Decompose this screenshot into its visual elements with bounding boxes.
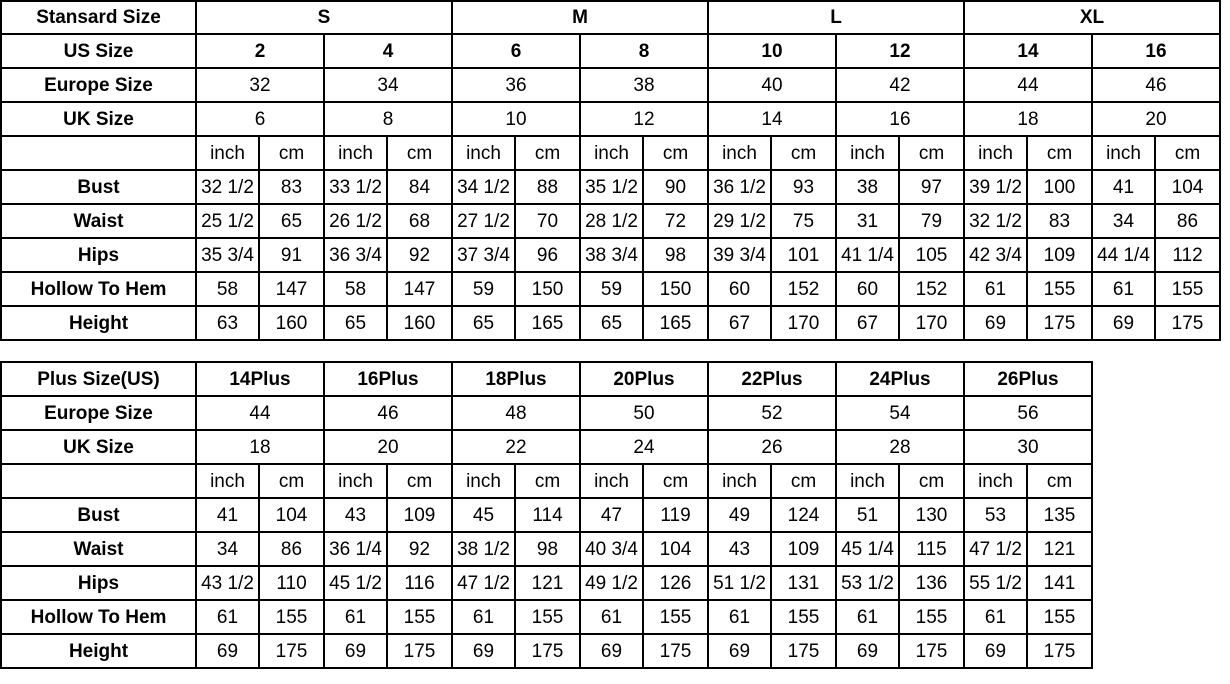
cell: 150 bbox=[515, 272, 580, 306]
cell: 175 bbox=[1155, 306, 1220, 340]
cell: 46 bbox=[324, 396, 452, 430]
cell: 36 3/4 bbox=[324, 238, 387, 272]
cell: 160 bbox=[387, 306, 452, 340]
cell: 10 bbox=[708, 34, 836, 68]
cell: 65 bbox=[259, 204, 324, 238]
row-label-hips: Hips bbox=[1, 238, 196, 272]
cell: 44 bbox=[964, 68, 1092, 102]
cell: 29 1/2 bbox=[708, 204, 771, 238]
cell: 165 bbox=[515, 306, 580, 340]
cell: 69 bbox=[580, 634, 643, 668]
cell: 61 bbox=[452, 600, 515, 634]
cell: 155 bbox=[259, 600, 324, 634]
cell: 20 bbox=[1092, 102, 1220, 136]
unit-cell: cm bbox=[899, 464, 964, 498]
cell: 12 bbox=[580, 102, 708, 136]
plus-size-18: 18Plus bbox=[452, 362, 580, 396]
cell: 40 3/4 bbox=[580, 532, 643, 566]
cell: 90 bbox=[643, 170, 708, 204]
cell: 141 bbox=[1027, 566, 1092, 600]
cell: 42 3/4 bbox=[964, 238, 1027, 272]
cell: 14 bbox=[708, 102, 836, 136]
cell: 83 bbox=[259, 170, 324, 204]
band-m: M bbox=[452, 1, 708, 34]
row-label-europe-size: Europe Size bbox=[1, 396, 196, 430]
cell: 22 bbox=[452, 430, 580, 464]
cell: 105 bbox=[899, 238, 964, 272]
cell: 65 bbox=[580, 306, 643, 340]
cell: 36 1/2 bbox=[708, 170, 771, 204]
cell: 104 bbox=[643, 532, 708, 566]
cell: 92 bbox=[387, 532, 452, 566]
cell: 98 bbox=[643, 238, 708, 272]
unit-cell: cm bbox=[387, 464, 452, 498]
cell: 61 bbox=[196, 600, 259, 634]
cell: 155 bbox=[771, 600, 836, 634]
cell: 175 bbox=[1027, 634, 1092, 668]
table-row bbox=[1, 362, 1092, 396]
cell: 54 bbox=[836, 396, 964, 430]
band-s: S bbox=[196, 1, 452, 34]
cell: 112 bbox=[1155, 238, 1220, 272]
unit-cell: cm bbox=[1155, 136, 1220, 170]
cell: 16 bbox=[1092, 34, 1220, 68]
cell: 69 bbox=[836, 634, 899, 668]
cell: 45 bbox=[452, 498, 515, 532]
standard-band-label: Stansard Size bbox=[1, 1, 196, 34]
cell: 61 bbox=[324, 600, 387, 634]
cell: 8 bbox=[324, 102, 452, 136]
cell: 67 bbox=[708, 306, 771, 340]
band-xl: XL bbox=[964, 1, 1220, 34]
table-row-units bbox=[1, 136, 1220, 170]
unit-row-label bbox=[1, 464, 196, 498]
row-label-us-size: US Size bbox=[1, 34, 196, 68]
cell: 49 bbox=[708, 498, 771, 532]
unit-cell: cm bbox=[771, 464, 836, 498]
cell: 39 3/4 bbox=[708, 238, 771, 272]
cell: 28 bbox=[836, 430, 964, 464]
cell: 109 bbox=[387, 498, 452, 532]
cell: 27 1/2 bbox=[452, 204, 515, 238]
cell: 121 bbox=[515, 566, 580, 600]
table-row bbox=[1, 306, 1220, 340]
cell: 56 bbox=[964, 396, 1092, 430]
cell: 51 1/2 bbox=[708, 566, 771, 600]
cell: 130 bbox=[899, 498, 964, 532]
table-row bbox=[1, 1, 1220, 34]
table-row bbox=[1, 532, 1092, 566]
cell: 31 bbox=[836, 204, 899, 238]
table-row bbox=[1, 600, 1092, 634]
cell: 92 bbox=[387, 238, 452, 272]
cell: 126 bbox=[643, 566, 708, 600]
cell: 69 bbox=[708, 634, 771, 668]
cell: 69 bbox=[324, 634, 387, 668]
cell: 155 bbox=[387, 600, 452, 634]
band-l: L bbox=[708, 1, 964, 34]
cell: 101 bbox=[771, 238, 836, 272]
table-row bbox=[1, 170, 1220, 204]
cell: 88 bbox=[515, 170, 580, 204]
row-label-bust: Bust bbox=[1, 498, 196, 532]
row-label-waist: Waist bbox=[1, 204, 196, 238]
cell: 41 bbox=[196, 498, 259, 532]
cell: 110 bbox=[259, 566, 324, 600]
unit-cell: inch bbox=[196, 464, 259, 498]
cell: 86 bbox=[259, 532, 324, 566]
unit-cell: cm bbox=[259, 136, 324, 170]
unit-cell: inch bbox=[836, 136, 899, 170]
cell: 6 bbox=[452, 34, 580, 68]
table-row bbox=[1, 238, 1220, 272]
cell: 37 3/4 bbox=[452, 238, 515, 272]
cell: 18 bbox=[964, 102, 1092, 136]
plus-size-26: 26Plus bbox=[964, 362, 1092, 396]
table-row bbox=[1, 430, 1092, 464]
cell: 93 bbox=[771, 170, 836, 204]
table-row-units bbox=[1, 464, 1092, 498]
cell: 43 1/2 bbox=[196, 566, 259, 600]
cell: 97 bbox=[899, 170, 964, 204]
cell: 104 bbox=[1155, 170, 1220, 204]
cell: 41 1/4 bbox=[836, 238, 899, 272]
cell: 32 1/2 bbox=[964, 204, 1027, 238]
cell: 59 bbox=[452, 272, 515, 306]
cell: 32 bbox=[196, 68, 324, 102]
row-label-hollow-to-hem: Hollow To Hem bbox=[1, 272, 196, 306]
row-label-bust: Bust bbox=[1, 170, 196, 204]
cell: 38 1/2 bbox=[452, 532, 515, 566]
cell: 44 1/4 bbox=[1092, 238, 1155, 272]
cell: 61 bbox=[964, 600, 1027, 634]
cell: 170 bbox=[899, 306, 964, 340]
unit-row-label bbox=[1, 136, 196, 170]
cell: 69 bbox=[964, 634, 1027, 668]
cell: 175 bbox=[643, 634, 708, 668]
cell: 34 bbox=[324, 68, 452, 102]
cell: 12 bbox=[836, 34, 964, 68]
table-row bbox=[1, 68, 1220, 102]
cell: 34 bbox=[1092, 204, 1155, 238]
cell: 24 bbox=[580, 430, 708, 464]
cell: 136 bbox=[899, 566, 964, 600]
table-row bbox=[1, 272, 1220, 306]
table-row bbox=[1, 102, 1220, 136]
cell: 60 bbox=[836, 272, 899, 306]
cell: 26 1/2 bbox=[324, 204, 387, 238]
cell: 2 bbox=[196, 34, 324, 68]
cell: 51 bbox=[836, 498, 899, 532]
cell: 58 bbox=[196, 272, 259, 306]
cell: 135 bbox=[1027, 498, 1092, 532]
cell: 155 bbox=[643, 600, 708, 634]
cell: 150 bbox=[643, 272, 708, 306]
cell: 175 bbox=[899, 634, 964, 668]
cell: 40 bbox=[708, 68, 836, 102]
cell: 32 1/2 bbox=[196, 170, 259, 204]
unit-cell: inch bbox=[580, 464, 643, 498]
cell: 165 bbox=[643, 306, 708, 340]
cell: 45 1/2 bbox=[324, 566, 387, 600]
cell: 83 bbox=[1027, 204, 1092, 238]
cell: 46 bbox=[1092, 68, 1220, 102]
unit-cell: inch bbox=[708, 136, 771, 170]
cell: 114 bbox=[515, 498, 580, 532]
unit-cell: inch bbox=[324, 136, 387, 170]
cell: 10 bbox=[452, 102, 580, 136]
cell: 43 bbox=[708, 532, 771, 566]
unit-cell: cm bbox=[515, 464, 580, 498]
unit-cell: cm bbox=[1027, 464, 1092, 498]
cell: 55 1/2 bbox=[964, 566, 1027, 600]
unit-cell: inch bbox=[708, 464, 771, 498]
cell: 47 1/2 bbox=[452, 566, 515, 600]
cell: 36 1/4 bbox=[324, 532, 387, 566]
cell: 35 1/2 bbox=[580, 170, 643, 204]
cell: 69 bbox=[964, 306, 1027, 340]
standard-size-table bbox=[0, 0, 1221, 341]
unit-cell: cm bbox=[899, 136, 964, 170]
cell: 109 bbox=[771, 532, 836, 566]
cell: 43 bbox=[324, 498, 387, 532]
cell: 8 bbox=[580, 34, 708, 68]
cell: 116 bbox=[387, 566, 452, 600]
cell: 155 bbox=[515, 600, 580, 634]
table-row bbox=[1, 396, 1092, 430]
cell: 18 bbox=[196, 430, 324, 464]
cell: 47 bbox=[580, 498, 643, 532]
cell: 16 bbox=[836, 102, 964, 136]
cell: 59 bbox=[580, 272, 643, 306]
cell: 75 bbox=[771, 204, 836, 238]
plus-size-22: 22Plus bbox=[708, 362, 836, 396]
plus-size-16: 16Plus bbox=[324, 362, 452, 396]
cell: 65 bbox=[452, 306, 515, 340]
cell: 70 bbox=[515, 204, 580, 238]
row-label-hollow-to-hem: Hollow To Hem bbox=[1, 600, 196, 634]
unit-cell: cm bbox=[259, 464, 324, 498]
cell: 124 bbox=[771, 498, 836, 532]
cell: 69 bbox=[452, 634, 515, 668]
cell: 33 1/2 bbox=[324, 170, 387, 204]
row-label-uk-size: UK Size bbox=[1, 430, 196, 464]
plus-size-24: 24Plus bbox=[836, 362, 964, 396]
cell: 38 bbox=[580, 68, 708, 102]
unit-cell: cm bbox=[515, 136, 580, 170]
cell: 175 bbox=[771, 634, 836, 668]
plus-size-table bbox=[0, 361, 1093, 669]
row-label-europe-size: Europe Size bbox=[1, 68, 196, 102]
cell: 6 bbox=[196, 102, 324, 136]
cell: 98 bbox=[515, 532, 580, 566]
cell: 30 bbox=[964, 430, 1092, 464]
unit-cell: cm bbox=[387, 136, 452, 170]
cell: 152 bbox=[899, 272, 964, 306]
cell: 121 bbox=[1027, 532, 1092, 566]
cell: 25 1/2 bbox=[196, 204, 259, 238]
cell: 38 bbox=[836, 170, 899, 204]
unit-cell: inch bbox=[324, 464, 387, 498]
unit-cell: cm bbox=[1027, 136, 1092, 170]
table-separator bbox=[0, 341, 1230, 361]
cell: 65 bbox=[324, 306, 387, 340]
row-label-height: Height bbox=[1, 306, 196, 340]
cell: 61 bbox=[708, 600, 771, 634]
cell: 175 bbox=[259, 634, 324, 668]
cell: 44 bbox=[196, 396, 324, 430]
unit-cell: cm bbox=[771, 136, 836, 170]
table-row bbox=[1, 566, 1092, 600]
cell: 91 bbox=[259, 238, 324, 272]
cell: 104 bbox=[259, 498, 324, 532]
row-label-waist: Waist bbox=[1, 532, 196, 566]
cell: 61 bbox=[580, 600, 643, 634]
cell: 61 bbox=[964, 272, 1027, 306]
cell: 96 bbox=[515, 238, 580, 272]
cell: 72 bbox=[643, 204, 708, 238]
cell: 61 bbox=[1092, 272, 1155, 306]
cell: 47 1/2 bbox=[964, 532, 1027, 566]
cell: 36 bbox=[452, 68, 580, 102]
cell: 34 bbox=[196, 532, 259, 566]
cell: 160 bbox=[259, 306, 324, 340]
plus-band-label: Plus Size(US) bbox=[1, 362, 196, 396]
cell: 49 1/2 bbox=[580, 566, 643, 600]
unit-cell: inch bbox=[452, 136, 515, 170]
cell: 60 bbox=[708, 272, 771, 306]
cell: 52 bbox=[708, 396, 836, 430]
cell: 61 bbox=[836, 600, 899, 634]
cell: 35 3/4 bbox=[196, 238, 259, 272]
cell: 34 1/2 bbox=[452, 170, 515, 204]
unit-cell: cm bbox=[643, 464, 708, 498]
unit-cell: inch bbox=[1092, 136, 1155, 170]
cell: 4 bbox=[324, 34, 452, 68]
unit-cell: inch bbox=[196, 136, 259, 170]
unit-cell: inch bbox=[580, 136, 643, 170]
cell: 39 1/2 bbox=[964, 170, 1027, 204]
cell: 28 1/2 bbox=[580, 204, 643, 238]
cell: 69 bbox=[196, 634, 259, 668]
cell: 119 bbox=[643, 498, 708, 532]
cell: 48 bbox=[452, 396, 580, 430]
cell: 131 bbox=[771, 566, 836, 600]
cell: 147 bbox=[387, 272, 452, 306]
cell: 58 bbox=[324, 272, 387, 306]
cell: 175 bbox=[515, 634, 580, 668]
cell: 155 bbox=[1027, 272, 1092, 306]
cell: 53 1/2 bbox=[836, 566, 899, 600]
cell: 20 bbox=[324, 430, 452, 464]
cell: 86 bbox=[1155, 204, 1220, 238]
row-label-hips: Hips bbox=[1, 566, 196, 600]
cell: 155 bbox=[1155, 272, 1220, 306]
table-row bbox=[1, 634, 1092, 668]
cell: 109 bbox=[1027, 238, 1092, 272]
cell: 14 bbox=[964, 34, 1092, 68]
table-row bbox=[1, 498, 1092, 532]
cell: 69 bbox=[1092, 306, 1155, 340]
table-row bbox=[1, 204, 1220, 238]
cell: 79 bbox=[899, 204, 964, 238]
unit-cell: inch bbox=[836, 464, 899, 498]
plus-size-14: 14Plus bbox=[196, 362, 324, 396]
cell: 100 bbox=[1027, 170, 1092, 204]
cell: 155 bbox=[1027, 600, 1092, 634]
cell: 42 bbox=[836, 68, 964, 102]
cell: 175 bbox=[1027, 306, 1092, 340]
cell: 53 bbox=[964, 498, 1027, 532]
cell: 155 bbox=[899, 600, 964, 634]
cell: 67 bbox=[836, 306, 899, 340]
cell: 152 bbox=[771, 272, 836, 306]
cell: 175 bbox=[387, 634, 452, 668]
unit-cell: cm bbox=[643, 136, 708, 170]
cell: 84 bbox=[387, 170, 452, 204]
cell: 147 bbox=[259, 272, 324, 306]
row-label-height: Height bbox=[1, 634, 196, 668]
cell: 115 bbox=[899, 532, 964, 566]
cell: 41 bbox=[1092, 170, 1155, 204]
cell: 50 bbox=[580, 396, 708, 430]
cell: 38 3/4 bbox=[580, 238, 643, 272]
unit-cell: inch bbox=[964, 136, 1027, 170]
cell: 68 bbox=[387, 204, 452, 238]
cell: 26 bbox=[708, 430, 836, 464]
table-row bbox=[1, 34, 1220, 68]
unit-cell: inch bbox=[964, 464, 1027, 498]
cell: 170 bbox=[771, 306, 836, 340]
unit-cell: inch bbox=[452, 464, 515, 498]
plus-size-20: 20Plus bbox=[580, 362, 708, 396]
row-label-uk-size: UK Size bbox=[1, 102, 196, 136]
cell: 45 1/4 bbox=[836, 532, 899, 566]
cell: 63 bbox=[196, 306, 259, 340]
